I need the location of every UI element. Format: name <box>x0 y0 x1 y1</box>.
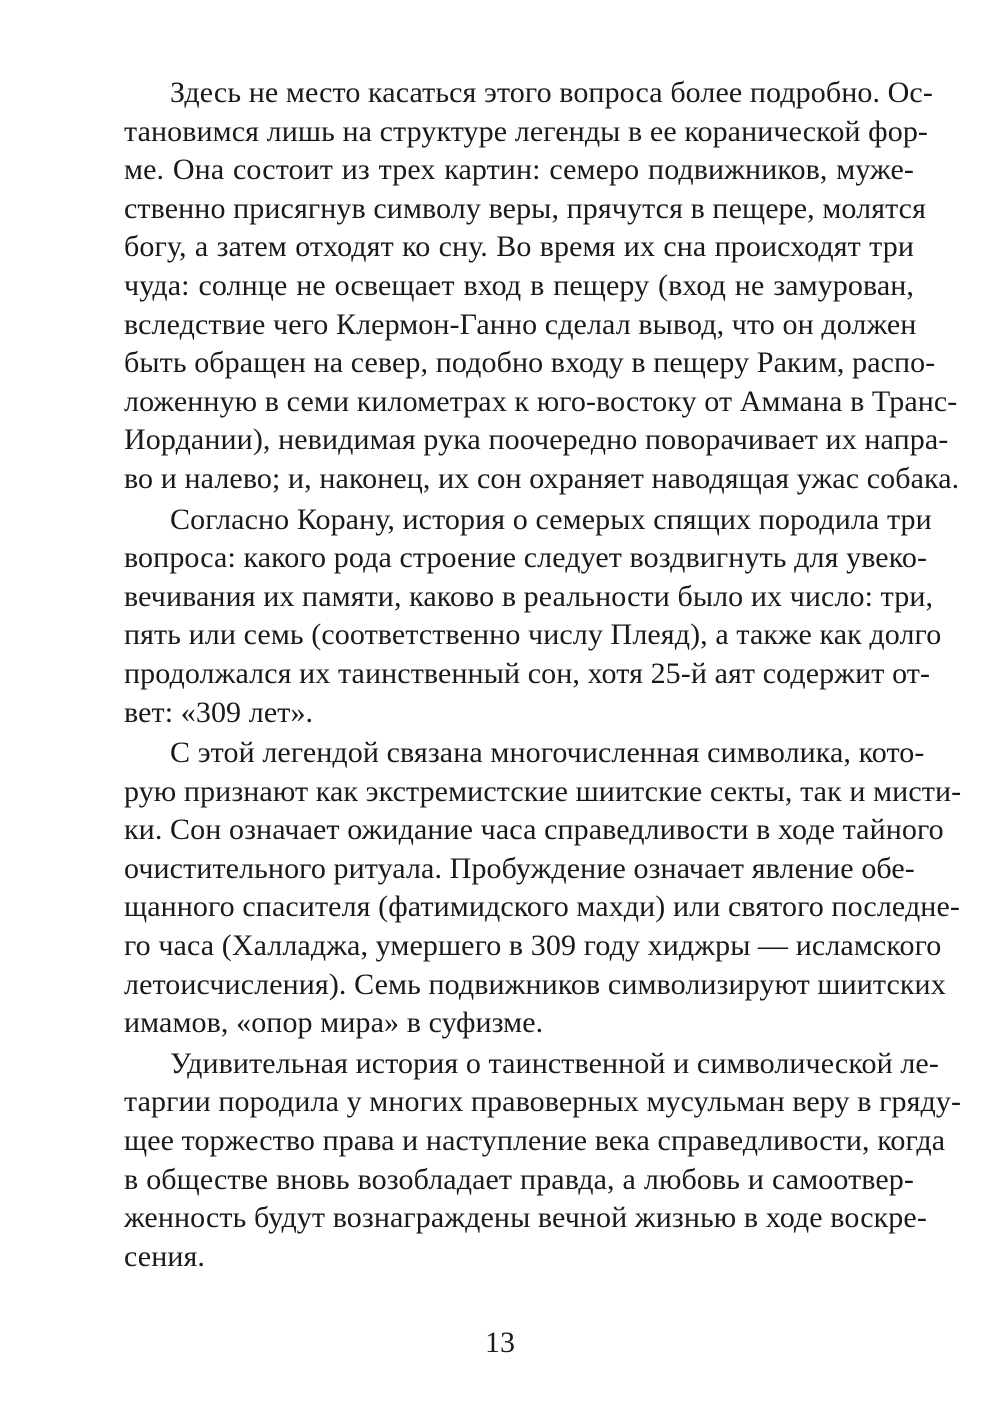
text-line: Здесь не место касаться этого вопроса более подробно. Ос- <box>170 76 933 109</box>
paragraph-2 <box>124 501 942 733</box>
text-line: го часа (Халладжа, умершего в 309 году хиджры — исламского <box>124 929 942 963</box>
text-line: вечивания их памяти, каково в реальности было их число: три, <box>124 579 934 613</box>
body-text <box>124 74 962 1278</box>
text-line: очистительного ритуала. Пробуждение означает явление обе- <box>124 851 915 885</box>
text-line: имамов, «опор мира» в суфизме. <box>124 1006 544 1040</box>
text-line: вследствие чего Клермон-Ганно сделал вывод, что он должен <box>124 307 917 341</box>
text-line: Иордании), невидимая рука поочередно поворачивает их напра- <box>124 423 949 457</box>
text-line: тановимся лишь на структуре легенды в ее коранической фор- <box>124 114 929 148</box>
paragraph-3 <box>124 734 962 1043</box>
text-line: летоисчисления). Семь подвижников символизируют шиитских <box>124 967 946 1001</box>
text-line: чуда: солнце не освещает вход в пещеру (вход не замурован, <box>124 268 914 302</box>
text-line: вет: «309 лет». <box>124 695 314 729</box>
text-line: Согласно Корану, история о семерых спящих породила три <box>170 502 932 536</box>
text-line: рую признают как экстремистские шиитские секты, так и мисти- <box>124 774 962 808</box>
text-line: продолжался их таинственный сон, хотя 25-й аят содержит от- <box>124 656 931 690</box>
text-line: вопроса: какого рода строение следует воздвигнуть для увеко- <box>124 541 928 575</box>
paragraph-4 <box>124 1045 962 1277</box>
text-line: в обществе вновь возобладает правда, а любовь и самоотвер- <box>124 1162 914 1196</box>
text-line: ственно присягнув символу веры, прячутся в пещере, молятся <box>124 191 926 225</box>
text-line: ме. Она состоит из трех картин: семеро подвижников, муже- <box>124 153 914 187</box>
text-line: ложенную в семи километрах к юго-востоку от Аммана в Транс- <box>124 384 958 418</box>
text-line: щее торжество права и наступление века справедливости, когда <box>124 1124 946 1158</box>
text-line: ки. Сон означает ожидание часа справедливости в ходе тайного <box>124 813 944 847</box>
text-line: сения. <box>124 1239 206 1273</box>
text-line: во и налево; и, наконец, их сон охраняет наводящая ужас собака. <box>124 461 960 495</box>
text-line: быть обращен на север, подобно входу в пещеру Раким, распо- <box>124 346 936 380</box>
text-line: женность будут вознаграждены вечной жизнью в ходе воскре- <box>124 1201 927 1235</box>
text-line: пять или семь (соответственно числу Плеяд), а также как долго <box>124 618 942 652</box>
text-line: С этой легендой связана многочисленная символика, кото- <box>170 736 925 770</box>
paragraph-1 <box>124 74 960 499</box>
text-line: Удивительная история о таинственной и символической ле- <box>170 1046 939 1080</box>
page-number: 13 <box>485 1326 515 1359</box>
text-line: таргии породила у многих правоверных мусульман веру в гряду- <box>124 1085 962 1119</box>
text-line: богу, а затем отходят ко сну. Во время их сна происходят три <box>124 230 914 264</box>
text-line: щанного спасителя (фатимидского махди) или святого последне- <box>124 890 960 924</box>
